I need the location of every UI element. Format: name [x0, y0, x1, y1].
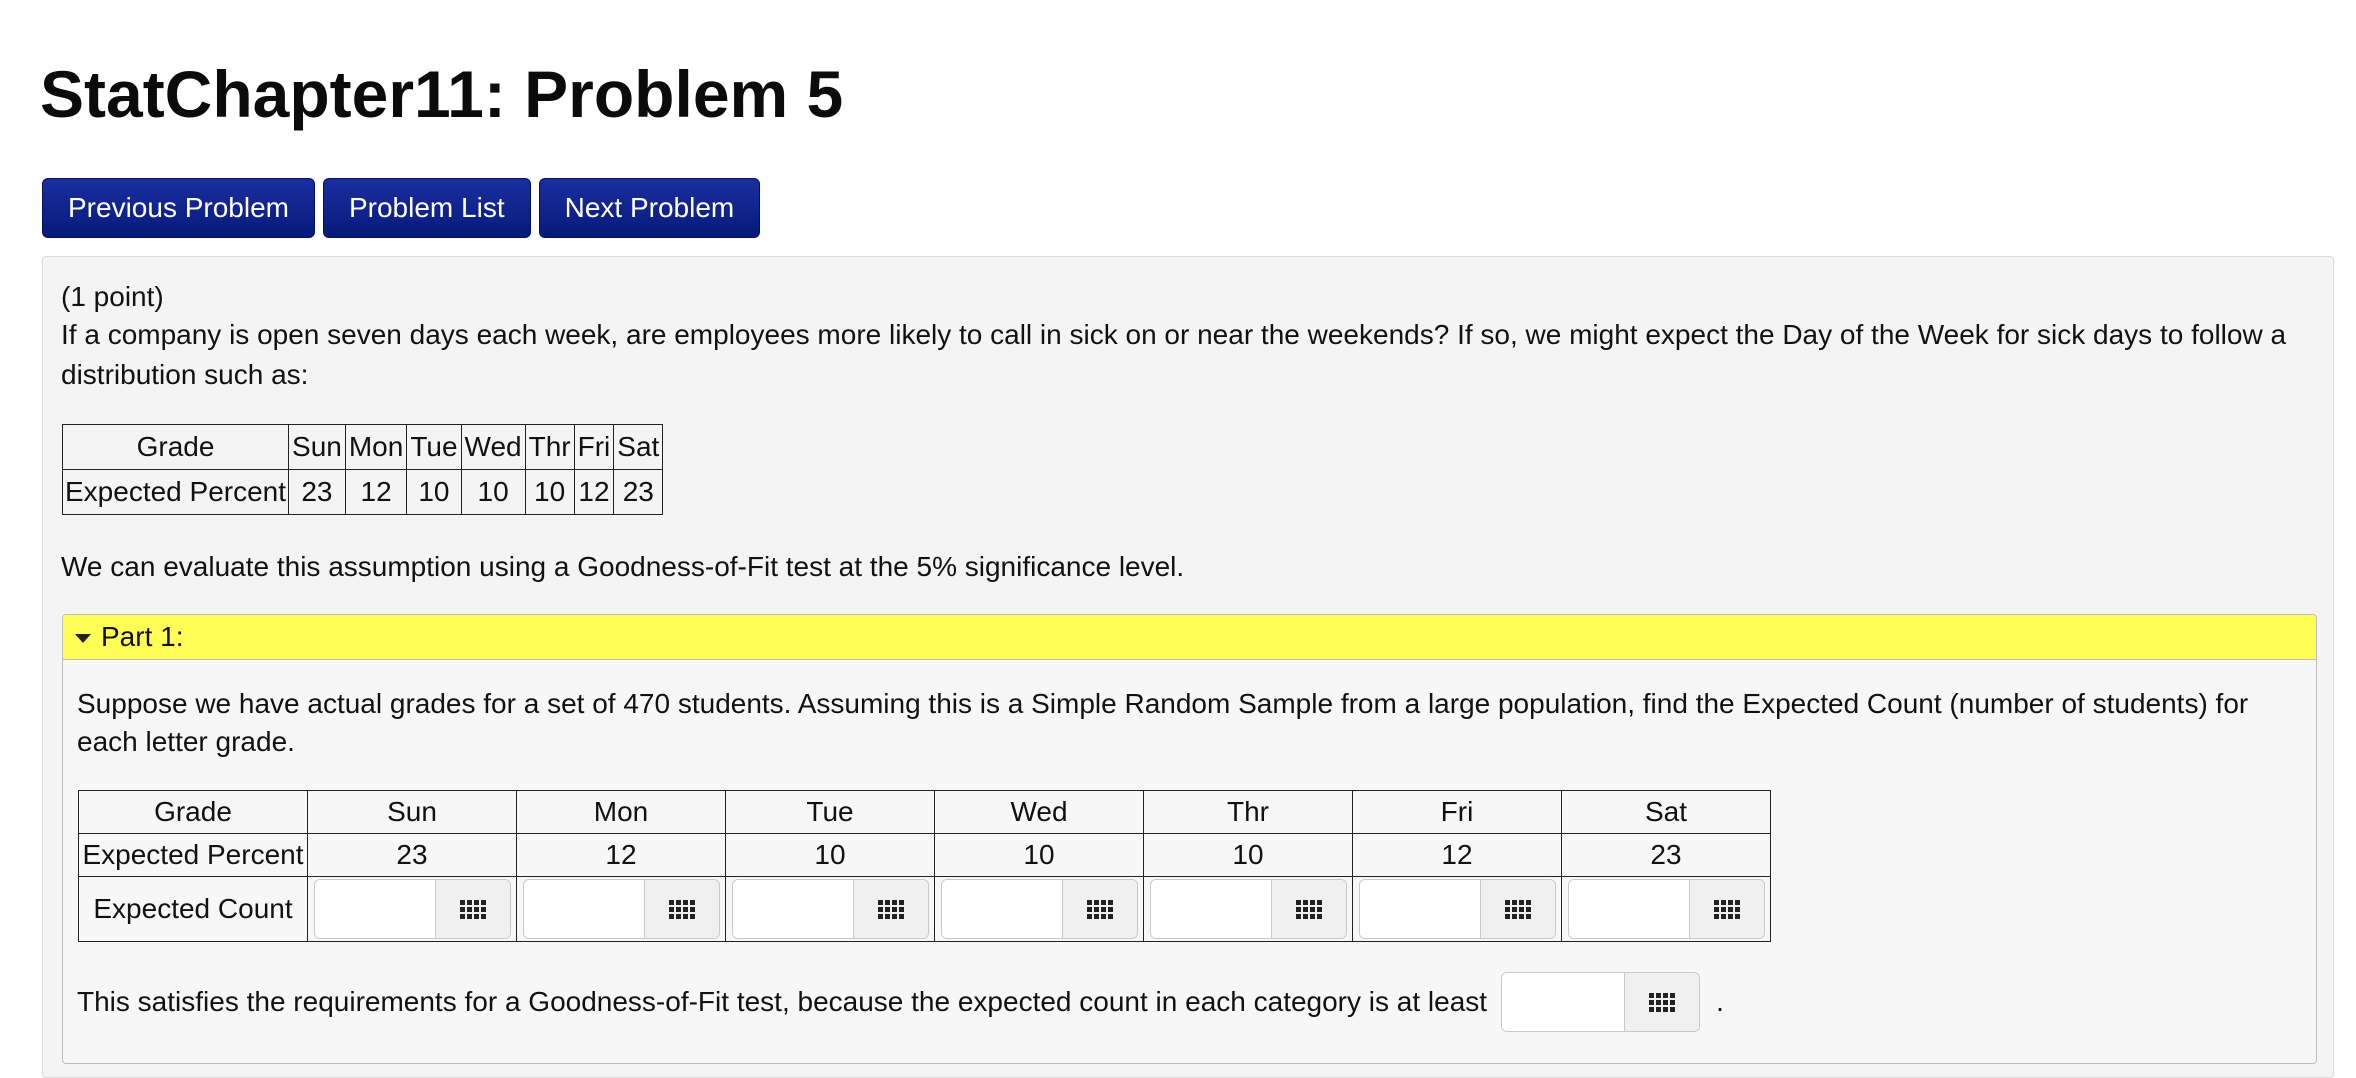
count-cell [1144, 877, 1353, 942]
day-cell: Thr [525, 425, 574, 470]
percent-cell: 10 [407, 470, 461, 515]
problem-intro: If a company is open seven days each week, are employees more likely to call in sick on or near the weekends? If so, we might expect the Day of the Week for sick days to follow a distribution such as: [61, 319, 2287, 390]
keypad-grid-icon[interactable] [1271, 880, 1346, 938]
expected-count-wed-input[interactable] [942, 880, 1062, 938]
answer-box [732, 879, 929, 939]
day-cell: Wed [935, 791, 1144, 834]
percent-cell: 10 [461, 470, 525, 515]
percent-cell: 23 [289, 470, 346, 515]
day-cell: Tue [407, 425, 461, 470]
day-cell: Sun [308, 791, 517, 834]
table-header-row [63, 425, 663, 470]
expected-count-table [78, 790, 1771, 942]
keypad-grid-icon[interactable] [1480, 880, 1555, 938]
answer-box [1150, 879, 1347, 939]
expected-percent-label: Expected Percent [63, 470, 289, 515]
expected-count-fri-input[interactable] [1360, 880, 1480, 938]
day-cell: Sun [289, 425, 346, 470]
percent-cell: 23 [308, 834, 517, 877]
day-cell: Tue [726, 791, 935, 834]
minimum-count-input[interactable] [1502, 973, 1624, 1031]
requirement-text: This satisfies the requirements for a Goodness-of-Fit test, because the expected count in each category is at least [77, 986, 1488, 1017]
expected-count-label: Expected Count [79, 877, 308, 942]
grade-header: Grade [79, 791, 308, 834]
answer-box [1501, 972, 1700, 1032]
day-cell: Fri [1353, 791, 1562, 834]
table-row [79, 834, 1771, 877]
distribution-table [62, 424, 663, 515]
percent-cell: 23 [1562, 834, 1771, 877]
day-cell: Mon [517, 791, 726, 834]
answer-box [314, 879, 511, 939]
expected-count-mon-input[interactable] [524, 880, 644, 938]
answer-box [941, 879, 1138, 939]
percent-cell: 12 [574, 470, 614, 515]
day-cell: Fri [574, 425, 614, 470]
part-1-section [62, 614, 2317, 1064]
day-cell: Sat [614, 425, 663, 470]
sentence-period: . [1716, 986, 1724, 1017]
part-1-text: Suppose we have actual grades for a set of 470 students. Assuming this is a Simple Random Sample from a large population, find the Expected Count (number of students) for each letter grade. [77, 688, 2249, 757]
count-cell [726, 877, 935, 942]
percent-cell: 10 [525, 470, 574, 515]
problem-list-button[interactable]: Problem List [323, 178, 531, 238]
previous-problem-button[interactable]: Previous Problem [42, 178, 315, 238]
percent-cell: 10 [1144, 834, 1353, 877]
keypad-grid-icon[interactable] [853, 880, 928, 938]
expected-count-tue-input[interactable] [733, 880, 853, 938]
day-cell: Wed [461, 425, 525, 470]
answer-box [523, 879, 720, 939]
answer-box [1568, 879, 1765, 939]
keypad-grid-icon[interactable] [1624, 973, 1699, 1031]
keypad-grid-icon[interactable] [644, 880, 719, 938]
percent-cell: 12 [345, 470, 406, 515]
percent-cell: 23 [614, 470, 663, 515]
requirement-row [77, 972, 1724, 1032]
count-cell [935, 877, 1144, 942]
answer-box [1359, 879, 1556, 939]
table-row [79, 877, 1771, 942]
table-row [63, 470, 663, 515]
problem-body [42, 256, 2334, 1078]
percent-cell: 10 [726, 834, 935, 877]
count-cell [517, 877, 726, 942]
percent-cell: 10 [935, 834, 1144, 877]
expected-percent-label: Expected Percent [79, 834, 308, 877]
point-value: (1 point) [61, 281, 164, 312]
expected-count-sat-input[interactable] [1569, 880, 1689, 938]
expected-count-thr-input[interactable] [1151, 880, 1271, 938]
part-1-label: Part 1: [101, 621, 184, 652]
keypad-grid-icon[interactable] [1689, 880, 1764, 938]
count-cell [1353, 877, 1562, 942]
grade-header: Grade [63, 425, 289, 470]
evaluation-text: We can evaluate this assumption using a Goodness-of-Fit test at the 5% significance level. [61, 551, 1185, 582]
problem-navigation [42, 178, 760, 238]
day-cell: Sat [1562, 791, 1771, 834]
keypad-grid-icon[interactable] [435, 880, 510, 938]
count-cell [1562, 877, 1771, 942]
count-cell [308, 877, 517, 942]
percent-cell: 12 [517, 834, 726, 877]
part-1-header[interactable] [63, 615, 2316, 660]
day-cell: Thr [1144, 791, 1353, 834]
caret-down-icon [75, 634, 91, 643]
percent-cell: 12 [1353, 834, 1562, 877]
page-title: StatChapter11: Problem 5 [40, 57, 844, 131]
keypad-grid-icon[interactable] [1062, 880, 1137, 938]
day-cell: Mon [345, 425, 406, 470]
table-header-row [79, 791, 1771, 834]
expected-count-sun-input[interactable] [315, 880, 435, 938]
next-problem-button[interactable]: Next Problem [539, 178, 761, 238]
